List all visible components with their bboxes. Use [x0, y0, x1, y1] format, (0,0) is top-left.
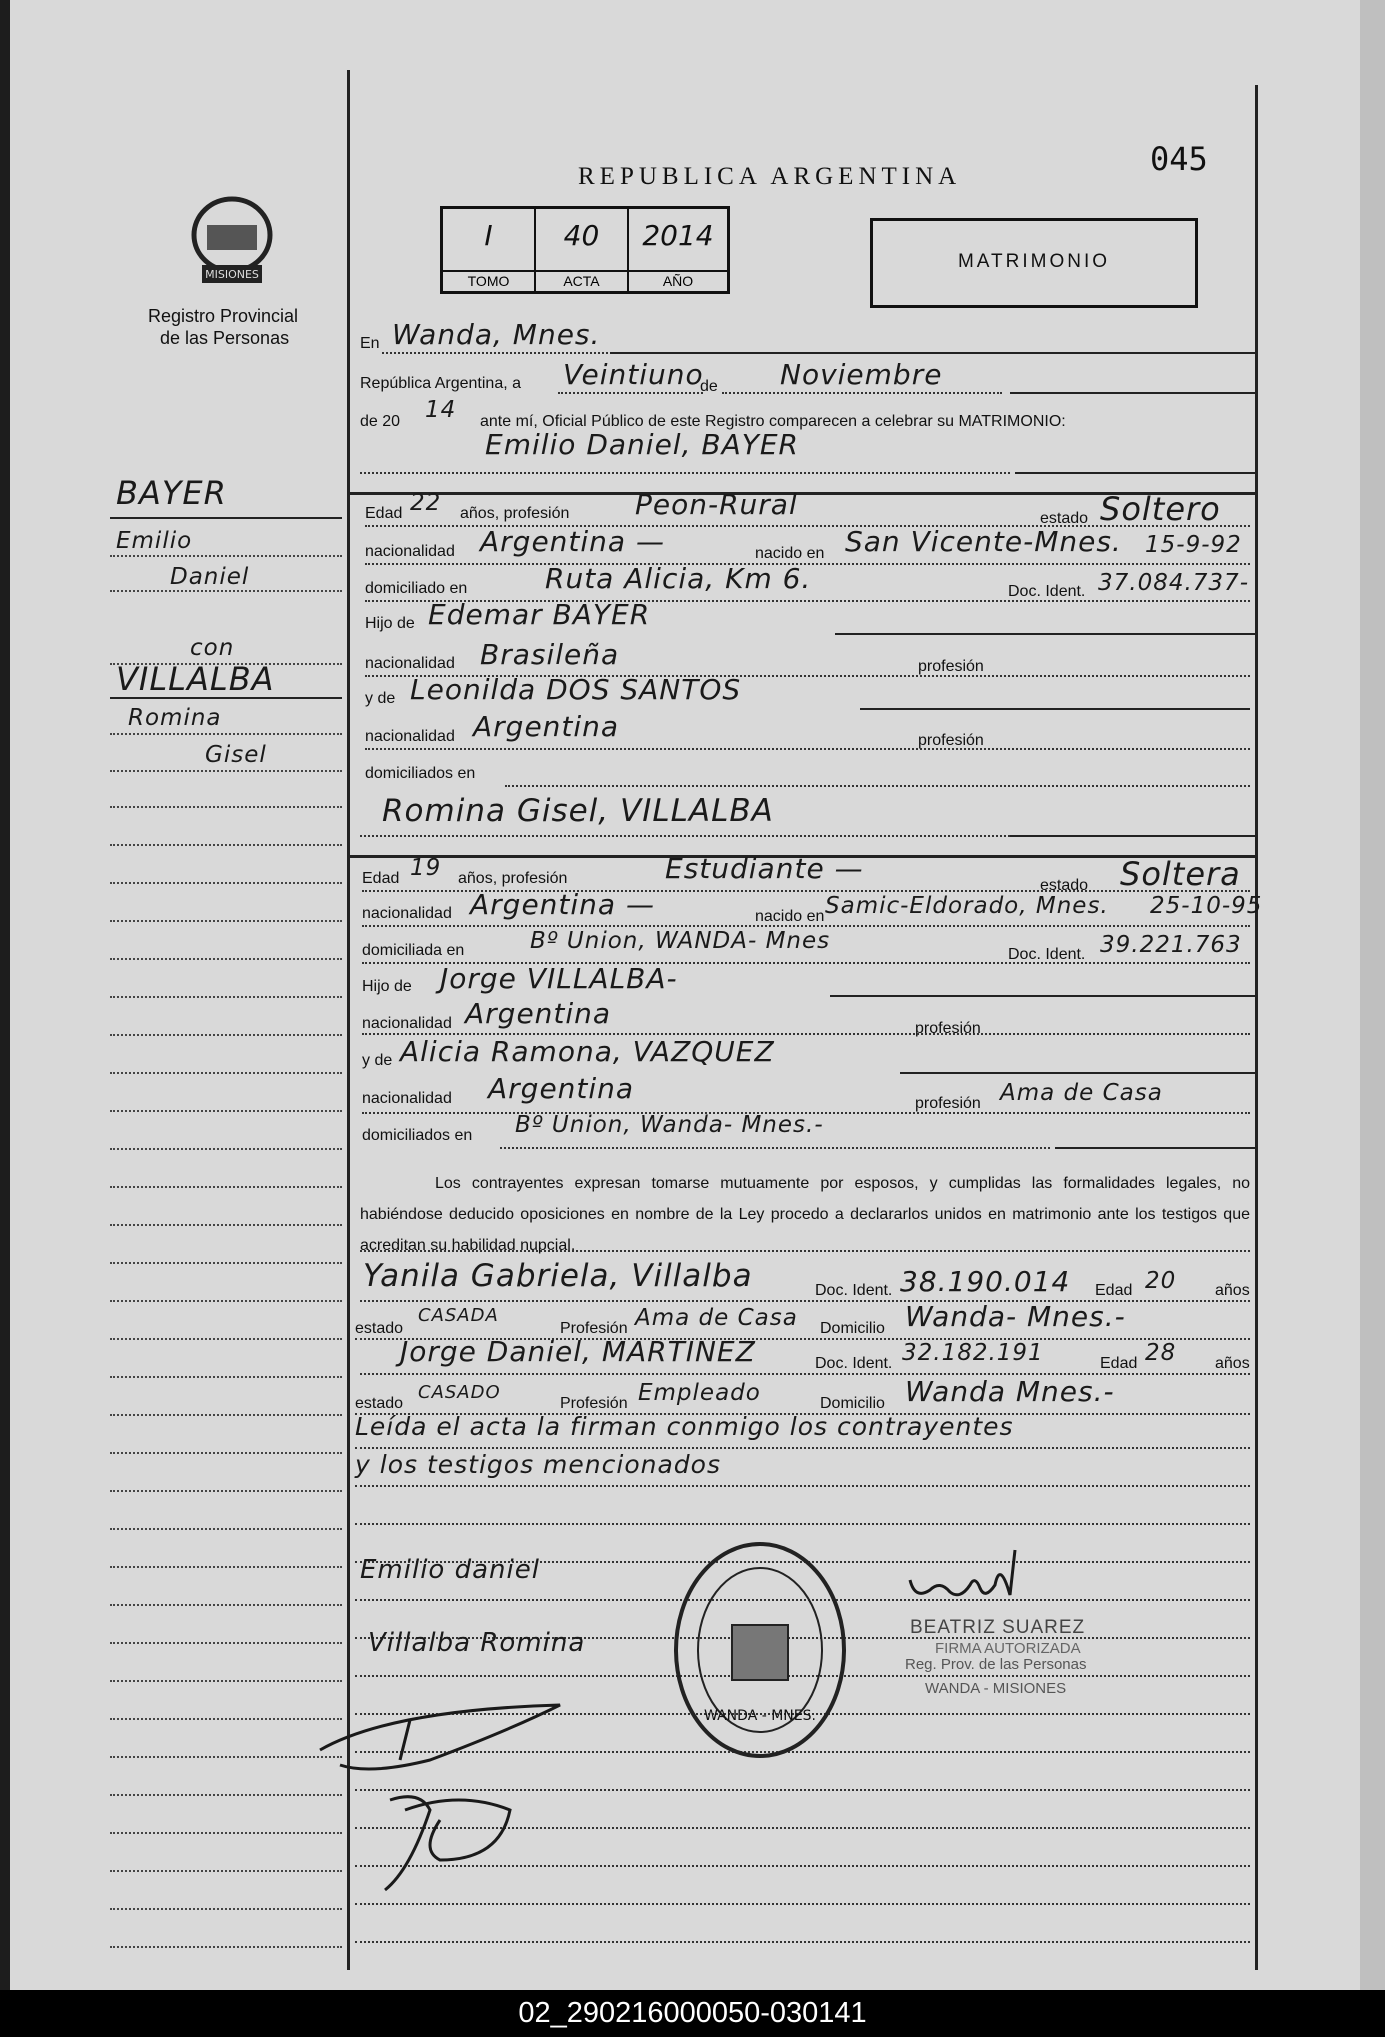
- groom-father: Edemar BAYER: [428, 598, 651, 631]
- groom-mother: Leonilda DOS SANTOS: [410, 673, 742, 706]
- bride-mother: Alicia Ramona, VAZQUEZ: [400, 1035, 775, 1068]
- label-edad: Edad: [362, 870, 400, 887]
- label-domiciliados: domiciliados en: [362, 1127, 473, 1144]
- label-profesion: profesión: [918, 658, 984, 675]
- label-anos: años: [1215, 1355, 1250, 1372]
- bride-father-nationality: Argentina: [465, 997, 612, 1030]
- label-profesion: profesión: [915, 1020, 981, 1037]
- label-domiciliados: domiciliados en: [365, 765, 476, 782]
- bride-status: Soltera: [1120, 855, 1241, 893]
- bride-address: Bº Union, WANDA- Mnes: [530, 928, 831, 954]
- witness1-age: 20: [1145, 1268, 1177, 1294]
- witness2-status: CASADO: [418, 1382, 501, 1403]
- margin-line: [347, 70, 350, 1970]
- witness1-name: Yanila Gabriela, Villalba: [363, 1258, 753, 1294]
- label-y-de: y de: [362, 1052, 393, 1069]
- place: Wanda, Mnes.: [392, 318, 601, 351]
- label-estado: estado: [1040, 877, 1089, 894]
- label-profesion: Profesión: [560, 1395, 628, 1412]
- label-edad: Edad: [1100, 1355, 1138, 1372]
- document-page: [10, 0, 1360, 1990]
- margin-bride-name2: Gisel: [205, 742, 267, 768]
- label-estado: estado: [355, 1395, 404, 1412]
- label-doc-ident: Doc. Ident.: [1008, 946, 1086, 963]
- label-en: En: [360, 335, 380, 352]
- groom-birthdate: 15-9-92: [1145, 532, 1242, 558]
- bride-profession: Estudiante —: [665, 852, 864, 885]
- witness1-status: CASADA: [418, 1305, 499, 1326]
- groom-address: Ruta Alicia, Km 6.: [545, 562, 812, 595]
- record-id-box: [440, 206, 730, 294]
- label-anos: años: [1215, 1282, 1250, 1299]
- official-seal-icon: [670, 1540, 850, 1760]
- acta-value: 40: [563, 219, 600, 252]
- margin-groom-name2: Daniel: [170, 564, 250, 590]
- country-title: REPUBLICA ARGENTINA: [578, 163, 962, 190]
- bride-nationality: Argentina —: [470, 888, 655, 921]
- label-republica: República Argentina, a: [360, 375, 521, 392]
- label-domiciliado: domiciliado en: [365, 580, 468, 597]
- label-estado: estado: [355, 1320, 404, 1337]
- label-nacionalidad: nacionalidad: [365, 543, 455, 560]
- witness2-name: Jorge Daniel, MARTINEZ: [400, 1335, 756, 1368]
- groom-full-name: Emilio Daniel, BAYER: [485, 428, 799, 461]
- witness1-address: Wanda- Mnes.-: [905, 1300, 1126, 1333]
- bride-birthplace: Samic-Eldorado, Mnes.: [825, 893, 1109, 919]
- bride-parents-address: Bº Union, Wanda- Mnes.-: [515, 1112, 824, 1138]
- label-doc-ident: Doc. Ident.: [1008, 583, 1086, 600]
- groom-father-nationality: Brasileña: [480, 638, 620, 671]
- label-nacido: nacido en: [755, 545, 825, 562]
- witness2-doc: 32.182.191: [902, 1340, 1044, 1366]
- label-doc-ident: Doc. Ident.: [815, 1282, 893, 1299]
- margin-connector: con: [190, 635, 235, 661]
- official-title: FIRMA AUTORIZADA: [935, 1640, 1081, 1657]
- page-number: 045: [1150, 140, 1208, 178]
- margin-bride-name1: Romina: [128, 705, 222, 731]
- tomo-cell: [443, 209, 536, 291]
- signature-bride: Villalba Romina: [368, 1628, 586, 1658]
- label-edad: Edad: [1095, 1282, 1133, 1299]
- signature-groom: Emilio daniel: [360, 1555, 540, 1585]
- bride-mother-profession: Ama de Casa: [1000, 1080, 1163, 1106]
- label-nacionalidad: nacionalidad: [362, 1090, 452, 1107]
- official-location: WANDA - MISIONES: [925, 1680, 1067, 1697]
- margin-groom-surname: BAYER: [116, 474, 227, 512]
- document-type: MATRIMONIO: [957, 251, 1111, 272]
- label-domicilio: Domicilio: [820, 1395, 885, 1412]
- anio-value: 2014: [642, 219, 714, 252]
- bride-age: 19: [410, 855, 442, 881]
- margin-bride-surname: VILLALBA: [116, 660, 275, 698]
- bride-full-name: Romina Gisel, VILLALBA: [382, 793, 774, 829]
- coat-of-arms-icon: [182, 190, 282, 290]
- witness2-profession: Empleado: [638, 1380, 761, 1406]
- witness2-age: 28: [1145, 1340, 1177, 1366]
- label-hijo-de: Hijo de: [362, 978, 412, 995]
- registry-name-line1: Registro Provincial: [148, 306, 299, 326]
- day: Veintiuno: [563, 358, 704, 391]
- right-border-line: [1255, 85, 1258, 1970]
- bride-birthdate: 25-10-95: [1150, 893, 1263, 919]
- groom-profession: Peon-Rural: [635, 488, 798, 521]
- label-profesion: años, profesión: [460, 505, 570, 522]
- label-nacionalidad: nacionalidad: [365, 728, 455, 745]
- month: Noviembre: [780, 358, 943, 391]
- label-edad: Edad: [365, 505, 403, 522]
- label-nacionalidad: nacionalidad: [362, 1015, 452, 1032]
- registry-name-line2: de las Personas: [160, 328, 290, 348]
- groom-nationality: Argentina —: [480, 525, 665, 558]
- witness1-doc: 38.190.014: [900, 1265, 1071, 1298]
- document-type-box: [870, 218, 1198, 308]
- acta-label: ACTA: [536, 270, 627, 289]
- image-caption: 02_290216000050-030141: [0, 1990, 1385, 2037]
- bride-doc: 39.221.763: [1100, 932, 1242, 958]
- groom-status: Soltero: [1100, 490, 1221, 528]
- witness2-address: Wanda Mnes.-: [905, 1375, 1115, 1408]
- bride-mother-nationality: Argentina: [488, 1072, 635, 1105]
- official-signature-icon: [890, 1530, 1110, 1620]
- tomo-value: I: [484, 219, 493, 252]
- svg-text:MISIONES: MISIONES: [205, 268, 259, 281]
- label-nacionalidad: nacionalidad: [365, 655, 455, 672]
- label-nacionalidad: nacionalidad: [362, 905, 452, 922]
- label-de: de: [700, 378, 718, 395]
- groom-birthplace: San Vicente-Mnes.: [845, 525, 1122, 558]
- label-profesion: años, profesión: [458, 870, 568, 887]
- tomo-label: TOMO: [443, 270, 534, 289]
- label-profesion: Profesión: [560, 1320, 628, 1337]
- label-hijo-de: Hijo de: [365, 615, 415, 632]
- svg-text:WANDA - MNES.: WANDA - MNES.: [704, 1708, 816, 1724]
- label-nacido: nacido en: [755, 908, 825, 925]
- official-name: BEATRIZ SUAREZ: [910, 1617, 1086, 1638]
- label-domicilio: Domicilio: [820, 1320, 885, 1337]
- anio-label: AÑO: [629, 270, 727, 289]
- witness-signatures-icon: [310, 1700, 590, 1920]
- label-estado: estado: [1040, 510, 1089, 527]
- groom-doc: 37.084.737-: [1098, 570, 1249, 596]
- year-suffix: 14: [425, 397, 457, 423]
- label-y-de: y de: [365, 690, 396, 707]
- bride-father: Jorge VILLALBA-: [440, 962, 678, 995]
- official-registry: Reg. Prov. de las Personas: [905, 1656, 1087, 1673]
- groom-age: 22: [410, 490, 442, 516]
- label-profesion: profesión: [915, 1095, 981, 1112]
- page-edge: [1360, 0, 1385, 1990]
- groom-mother-nationality: Argentina: [473, 710, 620, 743]
- margin-groom-name1: Emilio: [116, 528, 193, 554]
- closing-line1: Leída el acta la firman conmigo los contrayentes: [355, 1412, 1014, 1441]
- label-de-20: de 20: [360, 413, 401, 430]
- label-profesion: profesión: [918, 732, 984, 749]
- closing-line2: y los testigos mencionados: [355, 1450, 721, 1479]
- declaration-text: Los contrayentes expresan tomarse mutuamente por esposos, y cumplidas las formalidades legales, no habiéndose deducido oposiciones en nombre de la Ley procedo a declararlos unidos en matrimonio ante los testigos que acreditan su habilidad nupcial.: [360, 1175, 1250, 1254]
- label-doc-ident: Doc. Ident.: [815, 1355, 893, 1372]
- anio-cell: [629, 209, 727, 291]
- label-ante-mi: ante mí, Oficial Público de este Registro comparecen a celebrar su MATRIMONIO:: [480, 413, 1066, 430]
- witness1-profession: Ama de Casa: [635, 1305, 798, 1331]
- acta-cell: [536, 209, 629, 291]
- label-domiciliada: domiciliada en: [362, 942, 465, 959]
